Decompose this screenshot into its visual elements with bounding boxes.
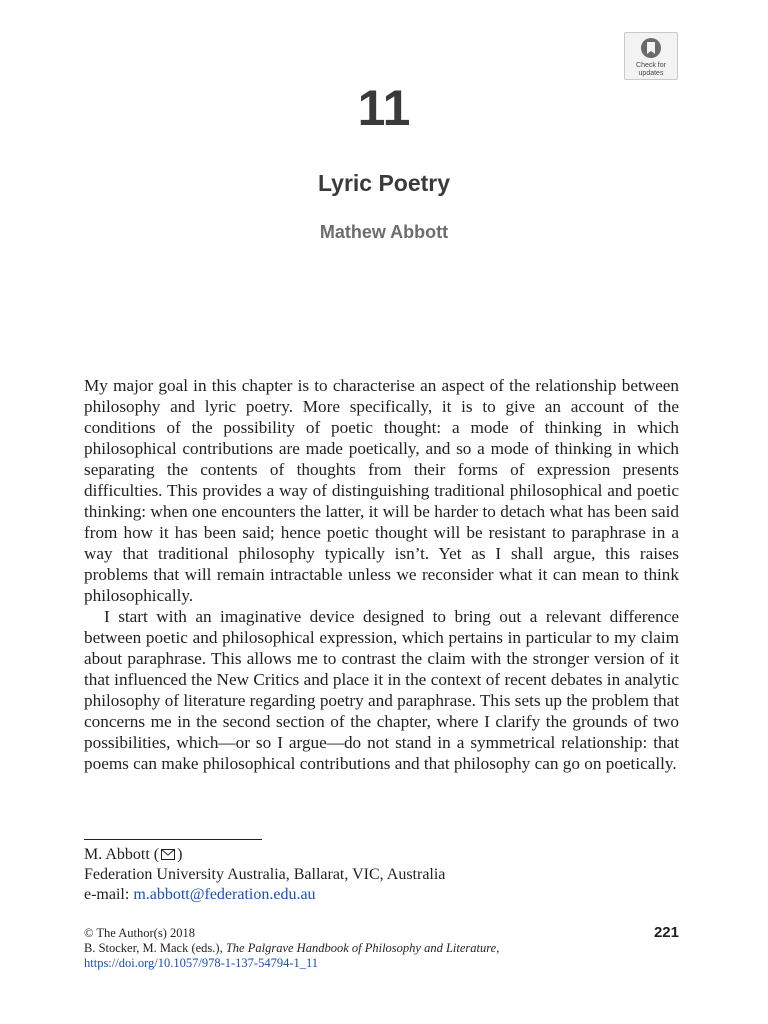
- bookmark-icon: [640, 37, 662, 61]
- email-link[interactable]: m.abbott@federation.edu.au: [133, 886, 316, 903]
- copyright: © The Author(s) 2018: [84, 926, 195, 940]
- affiliation-institution: Federation University Australia, Ballarat, VIC, Australia: [84, 866, 446, 883]
- mail-icon: [161, 849, 175, 860]
- affiliation-email-line: [84, 885, 684, 905]
- citation-prefix: B. Stocker, M. Mack (eds.),: [84, 941, 226, 955]
- chapter-author: Mathew Abbott: [319, 222, 449, 242]
- page-number: 221: [653, 924, 679, 941]
- page-footer: [84, 926, 684, 971]
- doi-link[interactable]: https://doi.org/10.1057/978-1-137-54794-1_11: [84, 956, 319, 970]
- paragraph-1: My major goal in this chapter is to characterise an aspect of the relationship between philosophy and lyric poetry. More specifically, it is to give an account of the conditions of the possibility of poetic thought: a mode of thinking in which philosophical contributions are made poetically, and so a mode of thinking in which separating the contents of thoughts from their forms of expression presents difficulties. This provides a way of distinguishing traditional philosophical and poetic thinking: when one encounters the latter, it will be harder to detach what has been said from how it has been said; hence poetic thought will be resistant to paraphrase in a way that traditional philosophy typically isn’t. Yet as I shall argue, this raises problems that will remain intractable unless we reconsider what it can mean to think philosophically.: [84, 376, 679, 605]
- citation-title: The Palgrave Handbook of Philosophy and Literature: [225, 941, 497, 955]
- footnote-divider: [84, 839, 262, 840]
- paragraph-2: I start with an imaginative device designed to bring out a relevant difference between poetic and philosophical expression, which pertains in particular to my claim about paraphrase. This allows me to contrast the claim with the stronger version of it that influenced the New Critics and place it in the context of recent debates in analytic philosophy of literature regarding poetry and paraphrase. This sets up the problem that concerns me in the second section of the chapter, where I clarify the grounds of two possibilities, which—or so I argue—do not stand in a symmetrical relationship: that poems can make philosophical contributions and that philosophy can go on poetically.: [84, 607, 679, 773]
- affiliation-name-line: [84, 845, 684, 865]
- badge-line-2: updates: [638, 70, 664, 77]
- chapter-number: 11: [357, 80, 411, 136]
- affiliation-name: M. Abbott (: [84, 846, 160, 863]
- body-text: [84, 375, 679, 774]
- author-affiliation: [84, 845, 684, 905]
- check-for-updates-badge[interactable]: [624, 32, 678, 80]
- email-label: e-mail:: [84, 886, 134, 903]
- citation-suffix: ,: [496, 941, 500, 955]
- citation: [84, 941, 684, 956]
- affiliation-name-close: ): [177, 846, 183, 863]
- badge-line-1: Check for: [636, 62, 666, 69]
- chapter-title: Lyric Poetry: [317, 170, 451, 196]
